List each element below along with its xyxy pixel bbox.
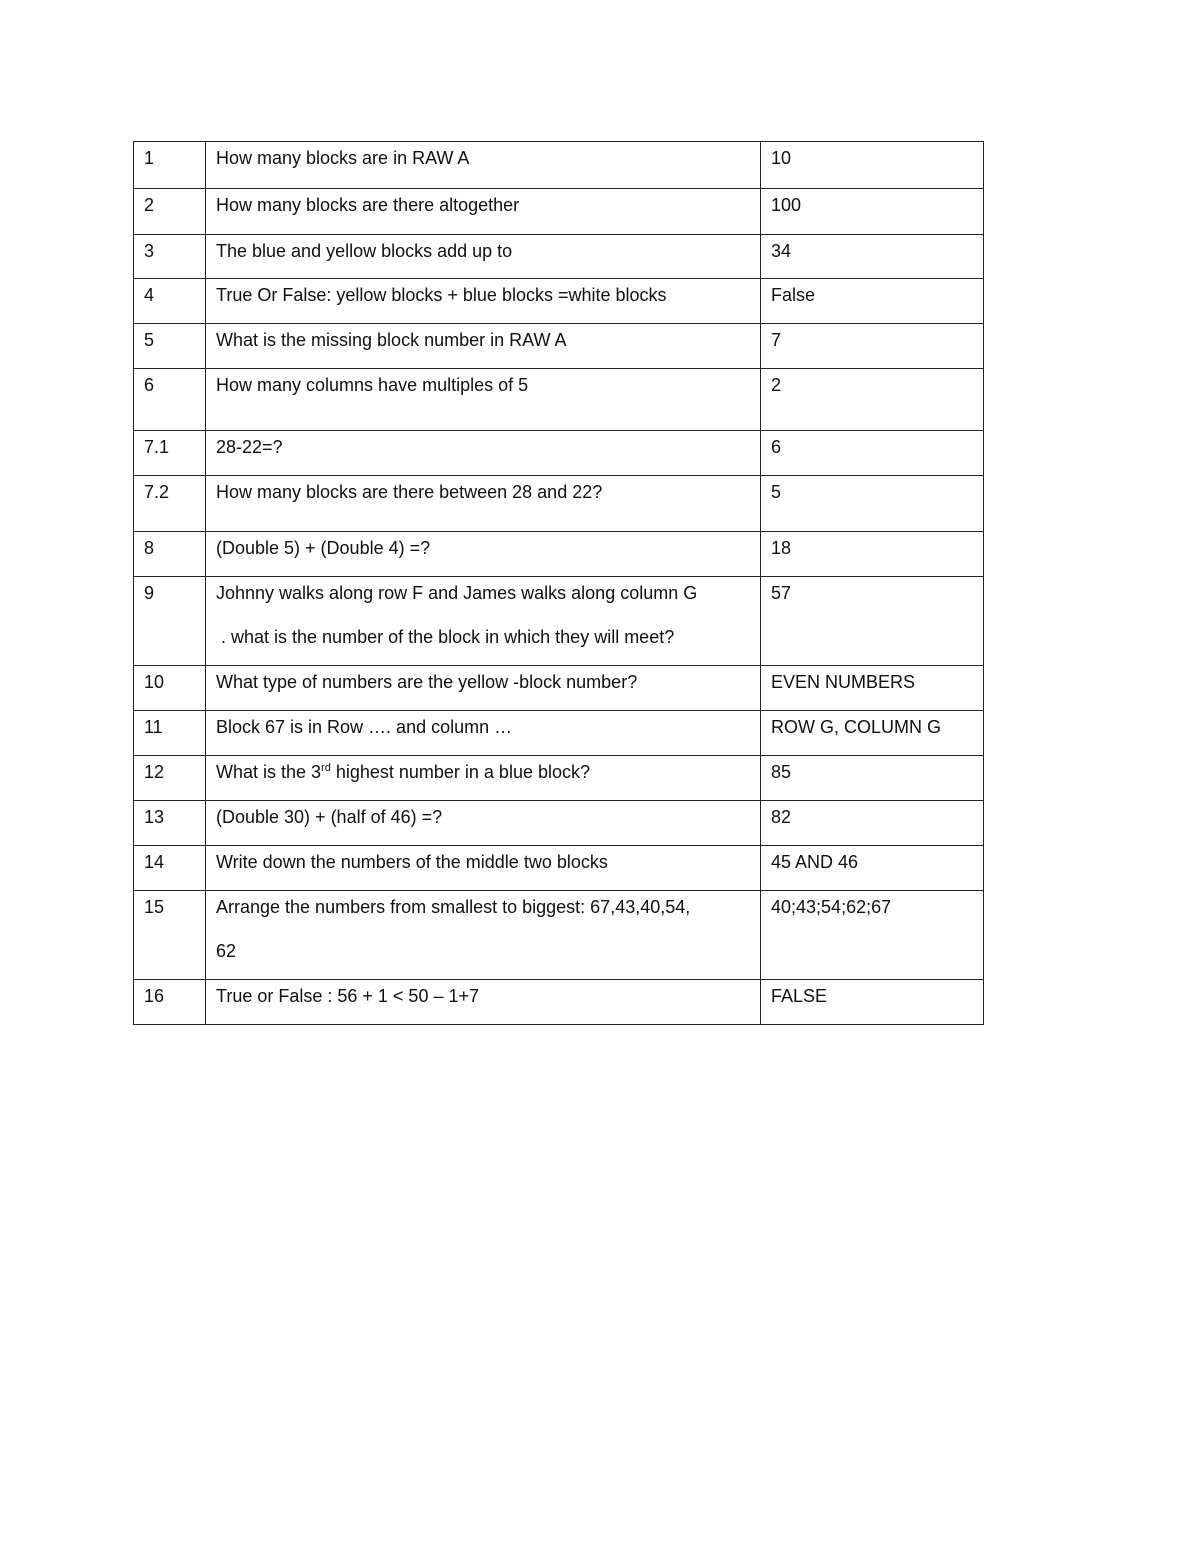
- table-row: [134, 324, 984, 369]
- row-number: 3: [134, 235, 206, 279]
- answer-cell: 18: [761, 532, 984, 577]
- row-number: 9: [134, 577, 206, 666]
- ordinal-superscript: rd: [321, 762, 331, 774]
- question-line-1: Johnny walks along row F and James walks along column G: [216, 583, 698, 603]
- row-number: 7.2: [134, 476, 206, 532]
- answer-cell: 34: [761, 235, 984, 279]
- row-number: 15: [134, 891, 206, 980]
- row-number: 8: [134, 532, 206, 577]
- row-number: 5: [134, 324, 206, 369]
- answer-cell: 7: [761, 324, 984, 369]
- table-row: [134, 279, 984, 324]
- table-row: [134, 431, 984, 476]
- answer-cell: False: [761, 279, 984, 324]
- answer-cell: ROW G, COLUMN G: [761, 711, 984, 756]
- question-cell: [206, 577, 761, 666]
- question-text-start: What is the 3: [216, 762, 322, 782]
- row-number: 10: [134, 666, 206, 711]
- answer-cell: 5: [761, 476, 984, 532]
- row-number: 6: [134, 369, 206, 431]
- question-cell: Write down the numbers of the middle two blocks: [206, 846, 761, 891]
- question-cell: What is the missing block number in RAW A: [206, 324, 761, 369]
- question-cell: How many blocks are there altogether: [206, 189, 761, 235]
- answer-cell: 57: [761, 577, 984, 666]
- question-line-2: 62: [216, 941, 237, 961]
- answer-cell: 45 AND 46: [761, 846, 984, 891]
- question-cell: True or False : 56 + 1 < 50 – 1+7: [206, 980, 761, 1025]
- table-row: [134, 369, 984, 431]
- table-row: [134, 891, 984, 980]
- row-number: 16: [134, 980, 206, 1025]
- answer-cell: EVEN NUMBERS: [761, 666, 984, 711]
- row-number: 14: [134, 846, 206, 891]
- question-cell: Block 67 is in Row …. and column …: [206, 711, 761, 756]
- question-cell: How many columns have multiples of 5: [206, 369, 761, 431]
- question-cell: [206, 756, 761, 801]
- question-cell: The blue and yellow blocks add up to: [206, 235, 761, 279]
- question-line-1: Arrange the numbers from smallest to biggest: 67,43,40,54,: [216, 897, 691, 917]
- question-cell: How many blocks are in RAW A: [206, 142, 761, 189]
- row-number: 11: [134, 711, 206, 756]
- question-answer-table: [133, 141, 984, 1025]
- answer-cell: 2: [761, 369, 984, 431]
- row-number: 13: [134, 801, 206, 846]
- question-cell: (Double 5) + (Double 4) =?: [206, 532, 761, 577]
- table-row: [134, 666, 984, 711]
- answer-cell: 85: [761, 756, 984, 801]
- table-row: [134, 476, 984, 532]
- question-cell: What type of numbers are the yellow -block number?: [206, 666, 761, 711]
- table-row: [134, 189, 984, 235]
- table-row: [134, 980, 984, 1025]
- table-row: [134, 846, 984, 891]
- row-number: 1: [134, 142, 206, 189]
- answer-cell: 6: [761, 431, 984, 476]
- answer-cell: 100: [761, 189, 984, 235]
- table-row: [134, 532, 984, 577]
- table-row: [134, 801, 984, 846]
- answer-cell: FALSE: [761, 980, 984, 1025]
- table-row: [134, 577, 984, 666]
- row-number: 4: [134, 279, 206, 324]
- question-cell: True Or False: yellow blocks + blue blocks =white blocks: [206, 279, 761, 324]
- table-row: [134, 756, 984, 801]
- question-line-2: . what is the number of the block in which they will meet?: [216, 627, 675, 647]
- answer-cell: 40;43;54;62;67: [761, 891, 984, 980]
- question-text-end: highest number in a blue block?: [330, 762, 590, 782]
- question-cell: (Double 30) + (half of 46) =?: [206, 801, 761, 846]
- table-row: [134, 142, 984, 189]
- table-row: [134, 711, 984, 756]
- row-number: 7.1: [134, 431, 206, 476]
- answer-cell: 82: [761, 801, 984, 846]
- row-number: 2: [134, 189, 206, 235]
- question-cell: 28-22=?: [206, 431, 761, 476]
- answer-cell: 10: [761, 142, 984, 189]
- table-row: [134, 235, 984, 279]
- question-cell: [206, 891, 761, 980]
- question-cell: How many blocks are there between 28 and 22?: [206, 476, 761, 532]
- row-number: 12: [134, 756, 206, 801]
